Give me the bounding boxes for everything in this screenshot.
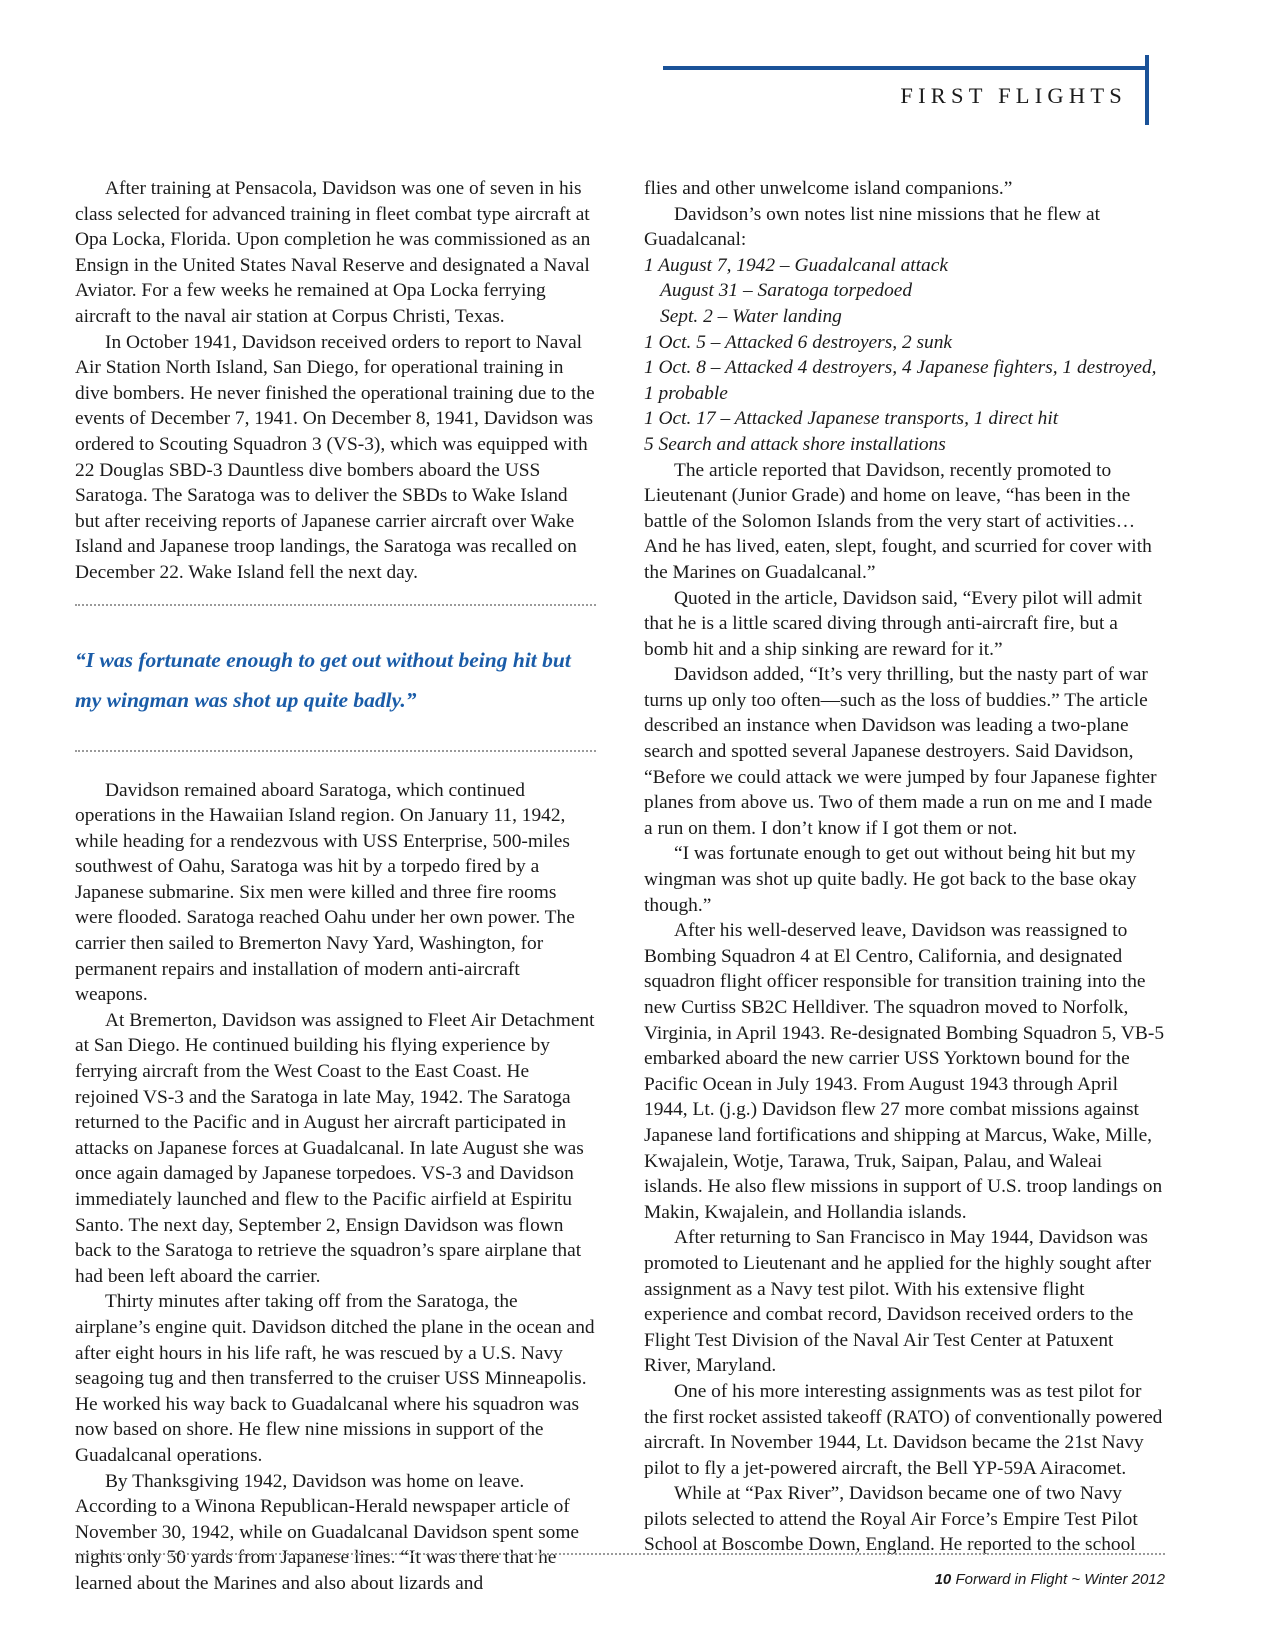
header-vertical-rule — [1145, 55, 1149, 125]
pull-quote-bottom-rule — [75, 750, 596, 752]
right-column — [644, 176, 1165, 1597]
paragraph: Quoted in the article, Davidson said, “Every pilot will admit that he is a little scared diving through anti-aircraft fire, but a bomb hit and a ship sinking are reward for it.” — [644, 587, 1142, 660]
paragraph: The article reported that Davidson, recently promoted to Lieutenant (Junior Grade) and home on leave, “has been in the battle of the Solomon Islands from the very start of activities… And he has lived, eaten, slept, fought, and scurried for cover with the Marines on Guadalcanal.” — [644, 459, 1152, 583]
paragraph: In October 1941, Davidson received orders to report to Naval Air Station North Island, San Diego, for operational training in dive bombers. He never finished the operational training due to the events of December 7, 1941. On December 8, 1941, Davidson was ordered to Scouting Squadron 3 (VS-3), which was equipped with 22 Douglas SBD-3 Dauntless dive bombers aboard the USS Saratoga. The Saratoga was to deliver the SBDs to Wake Island but after receiving reports of Japanese carrier aircraft over Wake Island and Japanese troop landings, the Saratoga was recalled on December 22. Wake Island fell the next day. — [75, 331, 595, 583]
mission-item: 5 Search and attack shore installations — [644, 433, 946, 455]
header-horizontal-rule — [663, 66, 1149, 70]
article-columns — [75, 176, 1165, 1597]
mission-item: Sept. 2 – Water landing — [660, 305, 842, 327]
page-footer — [75, 1553, 1165, 1588]
mission-item: 1 Oct. 8 – Attacked 4 destroyers, 4 Japanese fighters, 1 destroyed, 1 probable — [644, 357, 1157, 404]
publication-name: Forward in Flight ~ Winter 2012 — [955, 1571, 1165, 1588]
left-column — [75, 176, 596, 1597]
paragraph: After training at Pensacola, Davidson was one of seven in his class selected for advanced training in fleet combat type aircraft at Opa Locka, Florida. Upon completion he was commissioned as an Ensign in the United States Naval Reserve and designated a Naval Aviator. For a few weeks he remained at Opa Locka ferrying aircraft to the naval air station at Corpus Christi, Texas. — [75, 178, 591, 327]
pull-quote-block — [75, 604, 596, 752]
mission-item: 1 Oct. 5 – Attacked 6 destroyers, 2 sunk — [644, 331, 953, 353]
continuation-line: flies and other unwelcome island companions.” — [644, 178, 1013, 199]
pull-quote-text: “I was fortunate enough to get out without being hit but my wingman was shot up quite badly.” — [75, 647, 571, 712]
paragraph: One of his more interesting assignments was as test pilot for the first rocket assisted takeoff (RATO) of conventionally powered aircraft. In November 1944, Lt. Davidson became the 21st Navy pilot to fly a jet-powered aircraft, the Bell YP-59A Airacomet. — [644, 1380, 1163, 1479]
paragraph: Davidson added, “It’s very thrilling, but the nasty part of war turns up only too often—such as the loss of buddies.” The article described an instance when Davidson was leading a two-plane search and spotted several Japanese destroyers. Said Davidson, “Before we could attack we were jumped by four Japanese fighter planes from above us. Two of them made a run on me and I made a run on them. I don’t know if I got them or not. — [644, 664, 1157, 839]
mission-item: 1 August 7, 1942 – Guadalcanal attack — [644, 254, 948, 276]
page-number: 10 — [934, 1571, 952, 1588]
page-header — [663, 55, 1149, 125]
mission-item: August 31 – Saratoga torpedoed — [660, 280, 913, 302]
paragraph: While at “Pax River”, Davidson became one of two Navy pilots selected to attend the Royal Air Force’s Empire Test Pilot School at Boscombe Down, England. He reported to the school — [644, 1483, 1138, 1556]
paragraph: After returning to San Francisco in May 1944, Davidson was promoted to Lieutenant and he applied for the highly sought after assignment as a Navy test pilot. With his extensive flight experience and combat record, Davidson received orders to the Flight Test Division of the Naval Air Test Center at Patuxent River, Maryland. — [644, 1227, 1152, 1377]
paragraph: After his well-deserved leave, Davidson was reassigned to Bombing Squadron 4 at El Centro, California, and designated squadron flight officer responsible for transition training into the new Curtiss SB2C Helldiver. The squadron moved to Norfolk, Virginia, in April 1943. Re-designated Bombing Squadron 5, VB-5 embarked aboard the new carrier USS Yorktown bound for the Pacific Ocean in July 1943. From August 1943 through April 1944, Lt. (j.g.) Davidson flew 27 more combat missions against Japanese land fortifications and shipping at Marcus, Wake, Mille, Kwajalein, Wotje, Tarawa, Truk, Saipan, Palau, and Waleai islands. He also flew missions in support of U.S. troop landings on Makin, Kwajalein, and Hollandia islands. — [644, 920, 1165, 1223]
paragraph: Thirty minutes after taking off from the Saratoga, the airplane’s engine quit. Davidson ditched the plane in the ocean and after eight hours in his life raft, he was rescued by a U.S. Navy seagoing tug and then transferred to the cruiser USS Minneapolis. He worked his way back to Guadalcanal where his squadron was now based on shore. He flew nine missions in support of the Guadalcanal operations. — [75, 1291, 595, 1466]
paragraph: Davidson’s own notes list nine missions that he flew at Guadalcanal: — [644, 203, 1101, 251]
footer-text — [75, 1571, 1165, 1588]
paragraph: “I was fortunate enough to get out without being hit but my wingman was shot up quite badly. He got back to the base okay though.” — [644, 843, 1137, 916]
section-title: FIRST FLIGHTS — [900, 83, 1127, 108]
paragraph: Davidson remained aboard Saratoga, which continued operations in the Hawaiian Island region. On January 11, 1942, while heading for a rendezvous with USS Enterprise, 500-miles southwest of Oahu, Saratoga was hit by a torpedo fired by a Japanese submarine. Six men were killed and three fire rooms were flooded. Saratoga reached Oahu under her own power. The carrier then sailed to Bremerton Navy Yard, Washington, for permanent repairs and installation of modern anti-aircraft weapons. — [75, 779, 575, 1006]
pull-quote-top-rule — [75, 604, 596, 606]
paragraph: By Thanksgiving 1942, Davidson was home on leave. According to a Winona Republican-Herald newspaper article of November 30, 1942, while on Guadalcanal Davidson spent some nights only 50 yards from Japanese lines. “It was there that he learned about the Marines and also about lizards and — [75, 1470, 580, 1594]
footer-rule — [75, 1553, 1165, 1555]
mission-list — [644, 253, 1165, 458]
paragraph: At Bremerton, Davidson was assigned to Fleet Air Detachment at San Diego. He continued building his flying experience by ferrying aircraft from the West Coast to the East Coast. He rejoined VS-3 and the Saratoga in late May, 1942. The Saratoga returned to the Pacific and in August her aircraft participated in attacks on Japanese forces at Guadalcanal. In late August she was once again damaged by Japanese torpedoes. VS-3 and Davidson immediately launched and flew to the Pacific airfield at Espiritu Santo. The next day, September 2, Ensign Davidson was flown back to the Saratoga to retrieve the squadron’s spare airplane that had been left aboard the carrier. — [75, 1009, 595, 1287]
mission-item: 1 Oct. 17 – Attacked Japanese transports, 1 direct hit — [644, 408, 1059, 430]
